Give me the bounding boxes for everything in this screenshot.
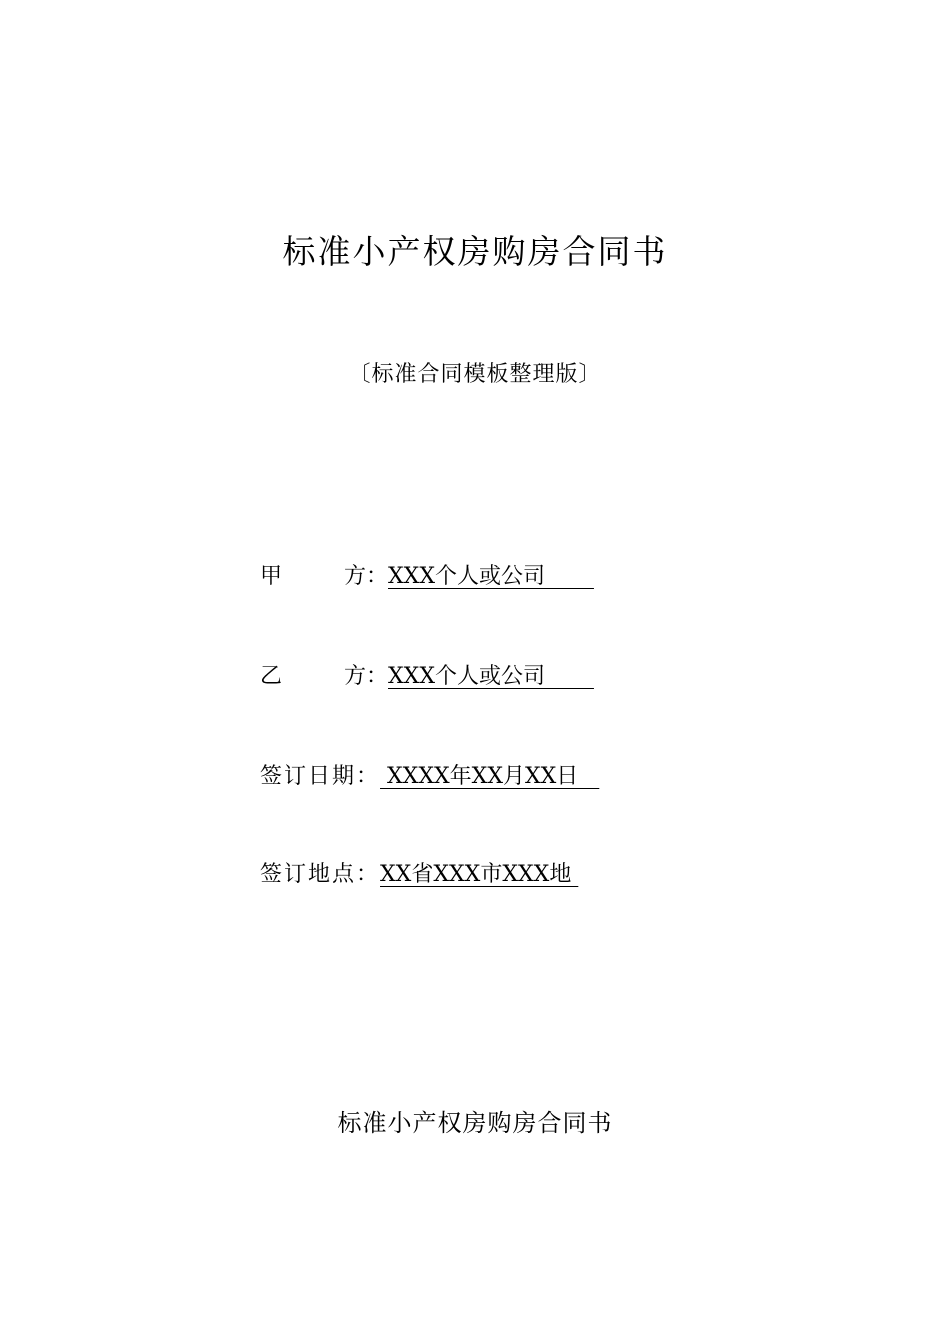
party-a-label-last: 方： [343, 564, 388, 589]
party-a-label [260, 560, 388, 594]
party-b-label [260, 660, 388, 694]
sign-date-field [260, 760, 599, 794]
party-a-label-first: 甲 [260, 564, 283, 589]
party-b-value: XXX个人或公司 [388, 664, 594, 689]
sign-date-value: XXXX年XX月XX日 [380, 764, 600, 789]
sign-place-field [260, 858, 578, 892]
party-b-label-first: 乙 [260, 664, 283, 689]
party-a-field [260, 560, 594, 594]
sign-place-label: 签订地点： [260, 862, 381, 887]
sign-date-label: 签订日期： [260, 764, 381, 789]
section-title: 标准小产权房购房合同书 [337, 1109, 613, 1137]
party-b-label-last: 方： [343, 664, 388, 689]
sign-place-value: XX省XXX市XXX地 [380, 862, 579, 887]
party-a-value: XXX个人或公司 [388, 564, 594, 589]
document-subtitle: 〔标准合同模板整理版〕 [348, 362, 602, 387]
document-title: 标准小产权房购房合同书 [282, 232, 668, 271]
party-b-field [260, 660, 594, 694]
